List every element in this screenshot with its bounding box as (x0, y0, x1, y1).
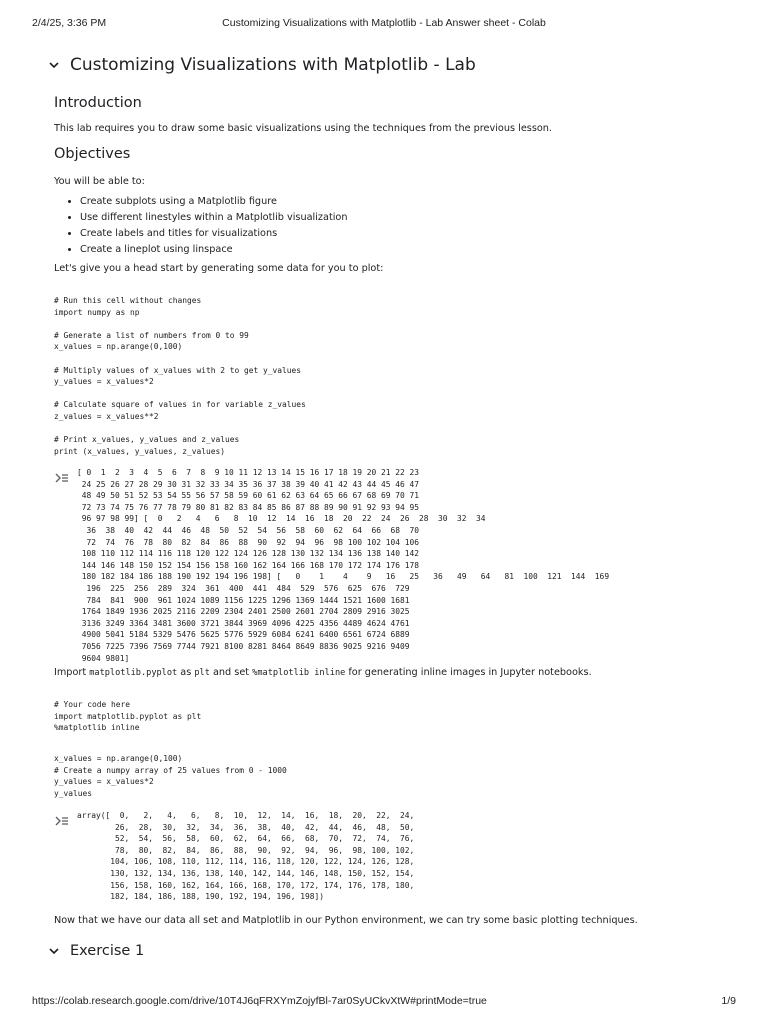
section-header-main (46, 55, 476, 75)
objectives-list (54, 194, 348, 258)
list-item: • Create labels and titles for visualizations (80, 226, 348, 242)
introduction-text: This lab requires you to draw some basic visualizations using the techniques from the previous lesson. (54, 123, 553, 134)
import-text (54, 667, 592, 678)
page-number: 1/9 (721, 995, 736, 1007)
code-cell-3[interactable]: x_values = np.arange(0,100) # Create a numpy array of 25 values from 0 - 1000 y_values = x_values*2 y_values (54, 754, 287, 798)
inline-code: plt (194, 668, 210, 678)
page-title: Customizing Visualizations with Matplotlib - Lab (70, 55, 476, 75)
print-header (32, 17, 736, 31)
import-text-mid: as (177, 667, 195, 678)
output-toggle-icon[interactable] (55, 812, 69, 824)
objectives-heading: Objectives (54, 146, 131, 162)
print-footer (32, 995, 736, 1009)
inline-code: matplotlib.pyplot (89, 668, 178, 678)
import-text-mid: and set (209, 667, 253, 678)
head-start-text: Let's give you a head start by generating some data for you to plot: (54, 263, 384, 274)
list-item: • Create a lineplot using linspace (80, 242, 348, 258)
print-url: https://colab.research.google.com/drive/10T4J6qFRXYmZojyfBl-7ar0SyUCkvXtW#printMode=true (32, 995, 487, 1007)
inline-code: %matplotlib inline (252, 668, 346, 678)
code-cell-1[interactable]: # Run this cell without changes import numpy as np # Generate a list of numbers from 0 to 99 x_values = np.arange(0,100) # Multiply values of x_values with 2 to get y_values y_values = x_values*2 # Calculate square of values in for variable z_values z_values = x_values**2 # Print x_values, y_values and z_values print (x_values, y_values, z_values) (54, 296, 306, 456)
print-datetime: 2/4/25, 3:36 PM (32, 17, 107, 29)
section-header-exercise-1 (46, 943, 144, 959)
chevron-down-icon[interactable] (46, 57, 62, 73)
output-cell-3: array([ 0, 2, 4, 6, 8, 10, 12, 14, 16, 18, 20, 22, 24, 26, 28, 30, 32, 34, 36, 38, 40, 42, 44, 46, 48, 50, 52, 54, 56, 58, 60, 62, 64, 66, 68, 70, 72, 74, 76, 78, 80, 82, 84, 86, 88, 90, 92, 94, 96, 98, 100, 102, 104, 106, 108, 110, 112, 114, 116, 118, 120, 122, 124, 126, 128, 130, 132, 134, 136, 138, 140, 142, 144, 146, 148, 150, 152, 154, 156, 158, 160, 162, 164, 166, 168, 170, 172, 174, 176, 178, 180, 182, 184, 186, 188, 190, 192, 194, 196, 198]) (77, 811, 415, 902)
objectives-intro: You will be able to: (54, 176, 145, 187)
import-text-pre: Import (54, 667, 90, 678)
output-cell-1: [ 0 1 2 3 4 5 6 7 8 9 10 11 12 13 14 15 16 17 18 19 20 21 22 23 24 25 26 27 28 29 30 31 32 33 34 35 36 37 38 39 40 41 42 43 44 45 46 47 48 49 50 51 52 53 54 55 56 57 58 59 60 61 62 63 64 65 66 67 68 69 70 71 72 73 74 75 76 77 78 79 80 81 82 83 84 85 86 87 88 89 90 91 92 93 94 95 96 97 98 99] [ 0 2 4 6 8 10 12 14 16 18 20 22 24 26 28 30 32 34 36 38 40 42 44 46 48 50 52 54 56 58 60 62 64 66 68 70 72 74 76 78 80 82 84 86 88 90 92 94 96 98 100 102 104 106 108 110 112 114 116 118 120 122 124 126 128 130 132 134 136 138 140 142 144 146 148 150 152 154 156 158 160 162 164 166 168 170 172 174 176 178 180 182 184 186 188 190 192 194 196 198] [ 0 1 4 9 16 25 36 49 64 81 100 121 144 169 196 225 256 289 324 361 400 441 484 529 576 625 676 729 784 841 900 961 1024 1089 1156 1225 1296 1369 1444 1521 1600 1681 1764 1849 1936 2025 2116 2209 2304 2401 2500 2601 2704 2809 2916 3025 3136 3249 3364 3481 3600 3721 3844 3969 4096 4225 4356 4489 4624 4761 4900 5041 5184 5329 5476 5625 5776 5929 6084 6241 6400 6561 6724 6889 7056 7225 7396 7569 7744 7921 8100 8281 8464 8649 8836 9025 9216 9409 9604 9801] (77, 468, 610, 663)
list-item: • Use different linestyles within a Matplotlib visualization (80, 210, 348, 226)
list-item: • Create subplots using a Matplotlib figure (80, 194, 348, 210)
output-toggle-icon[interactable] (55, 469, 69, 481)
import-text-post: for generating inline images in Jupyter notebooks. (345, 667, 592, 678)
print-doc-title: Customizing Visualizations with Matplotlib - Lab Answer sheet - Colab (222, 17, 546, 29)
code-cell-2[interactable]: # Your code here import matplotlib.pyplot as plt %matplotlib inline (54, 700, 202, 733)
now-text: Now that we have our data all set and Matplotlib in our Python environment, we can try some basic plotting techniques. (54, 915, 638, 926)
chevron-down-icon[interactable] (46, 943, 62, 959)
introduction-heading: Introduction (54, 95, 142, 111)
exercise-1-heading: Exercise 1 (70, 943, 145, 959)
